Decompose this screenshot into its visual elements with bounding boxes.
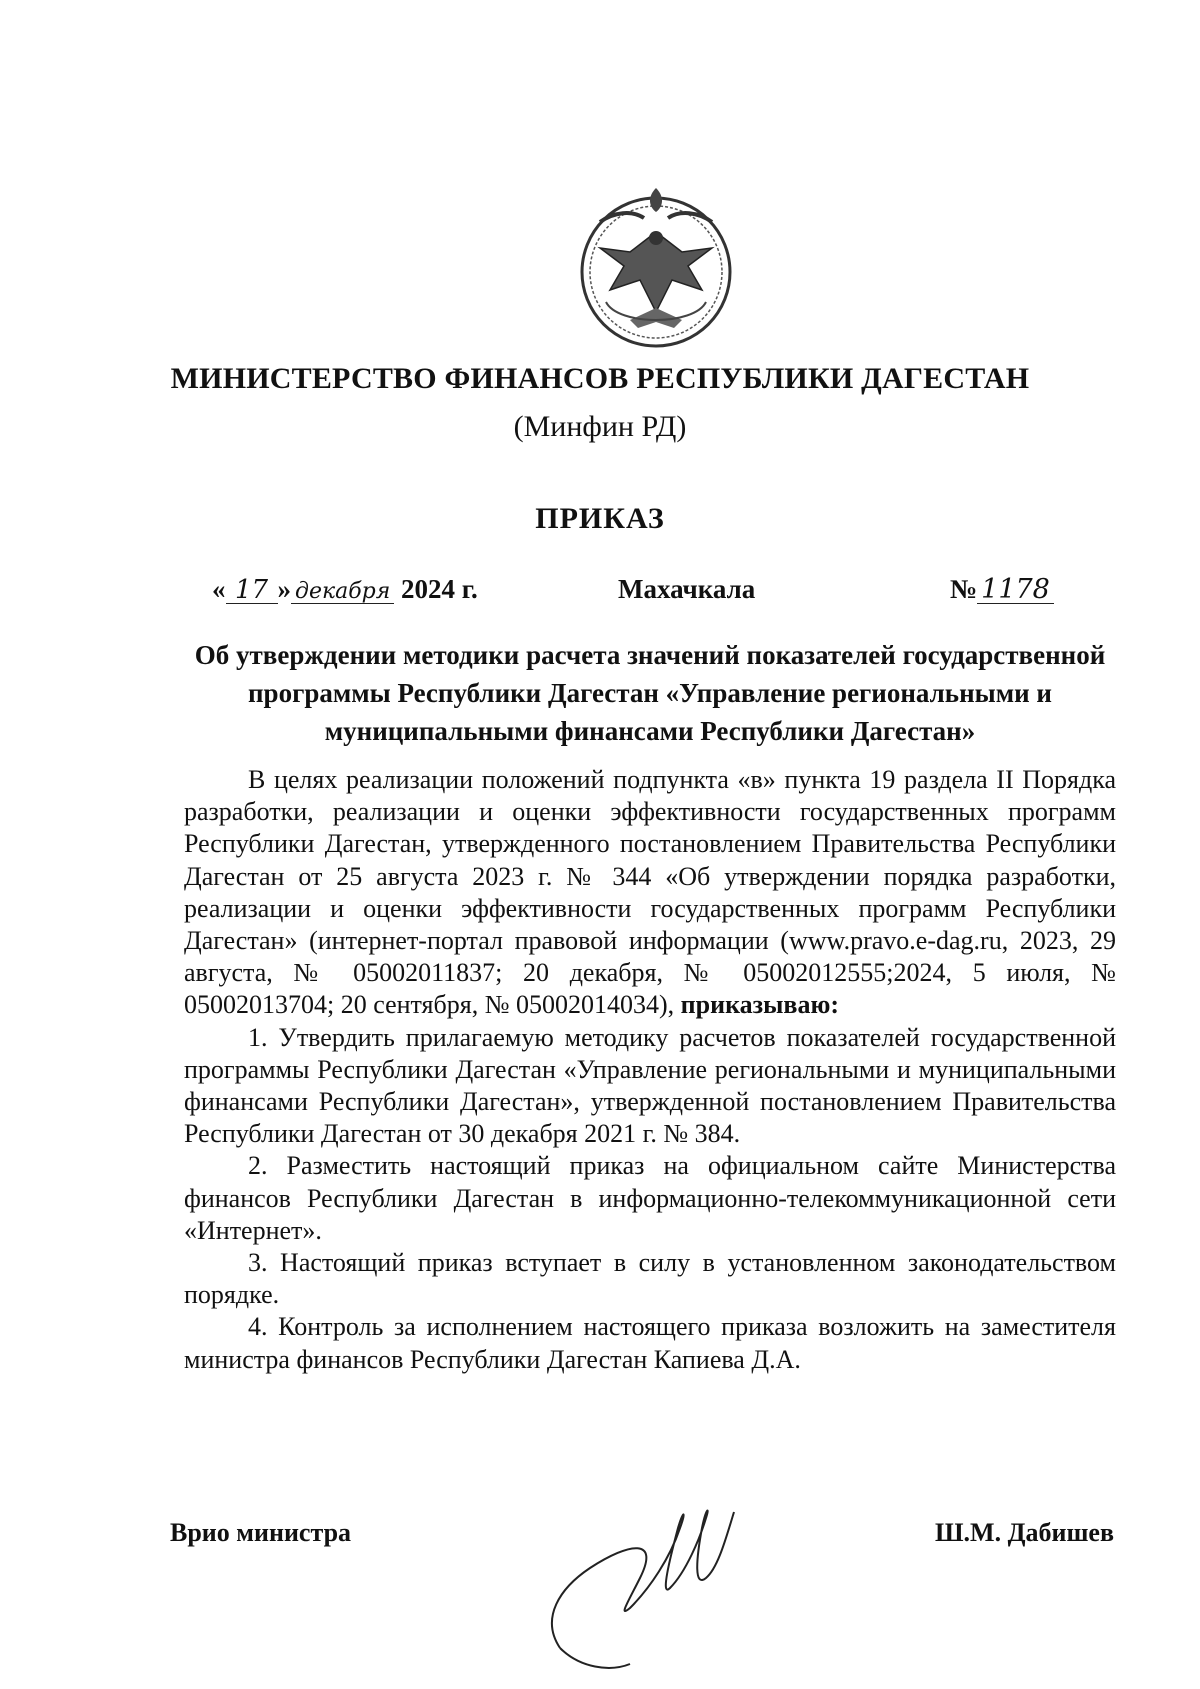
signatory-name: Ш.М. Дабишев <box>935 1518 1114 1547</box>
handwritten-signature <box>520 1468 780 1688</box>
signatory-title: Врио министра <box>170 1518 352 1547</box>
number-label: № <box>950 574 978 604</box>
date-year: 2024 г. <box>401 574 478 604</box>
quote-open: « <box>212 574 226 604</box>
document-city: Махачкала <box>618 574 756 604</box>
order-item-1: 1. Утвердить прилагаемую методику расчетов показателей государственной программы Республики Дагестан «Управление региональными и муниципальными финансами Республики Дагестан», утвержденной постановлением Правительства Республики Дагестан от 30 декабря 2021 г. № 384. <box>184 1022 1116 1149</box>
document-type: ПРИКАЗ <box>535 502 665 535</box>
quote-close: » <box>277 574 291 604</box>
document-number <box>950 574 1054 605</box>
preamble-command: приказываю: <box>680 990 839 1020</box>
number-value: 1178 <box>977 576 1054 604</box>
document-date <box>212 574 478 605</box>
document-body <box>184 764 1116 1376</box>
coat-of-arms-icon <box>570 182 742 354</box>
date-month: декабря <box>291 581 394 604</box>
order-item-3: 3. Настоящий приказ вступает в силу в установленном законодательством порядке. <box>184 1248 1116 1310</box>
document-subject: Об утверждении методики расчета значений показателей государственной программы Республики Дагестан «Управление региональными и муниципальными финансами Республики Дагестан» <box>194 640 1106 746</box>
order-item-2: 2. Разместить настоящий приказ на официальном сайте Министерства финансов Республики Дагестан в информационно-телекоммуникационной сети «Интернет». <box>184 1151 1116 1245</box>
order-item-4: 4. Контроль за исполнением настоящего приказа возложить на заместителя министра финансов Республики Дагестан Капиева Д.А. <box>184 1312 1116 1374</box>
preamble <box>184 764 1116 1022</box>
ministry-name: МИНИСТЕРСТВО ФИНАНСОВ РЕСПУБЛИКИ ДАГЕСТАН <box>170 362 1030 395</box>
ministry-short-name: (Минфин РД) <box>513 410 687 443</box>
date-day: 17 <box>226 577 278 604</box>
preamble-text: В целях реализации положений подпункта «в» пункта 19 раздела II Порядка разработки, реализации и оценки эффективности государственных программ Республики Дагестан, утвержденного постановлением Правительства Республики Дагестан от 25 августа 2023 г. № 344 «Об утверждении порядка разработки, реализации и оценки эффективности государственных программ Республики Дагестан» (интернет-портал правовой информации (www.pravo.e-dag.ru, 2023, 29 августа, № 05002011837; 20 декабря, № 05002012555;2024, 5 июля, № 05002013704; 20 сентября, № 05002014034), <box>184 765 1116 1020</box>
